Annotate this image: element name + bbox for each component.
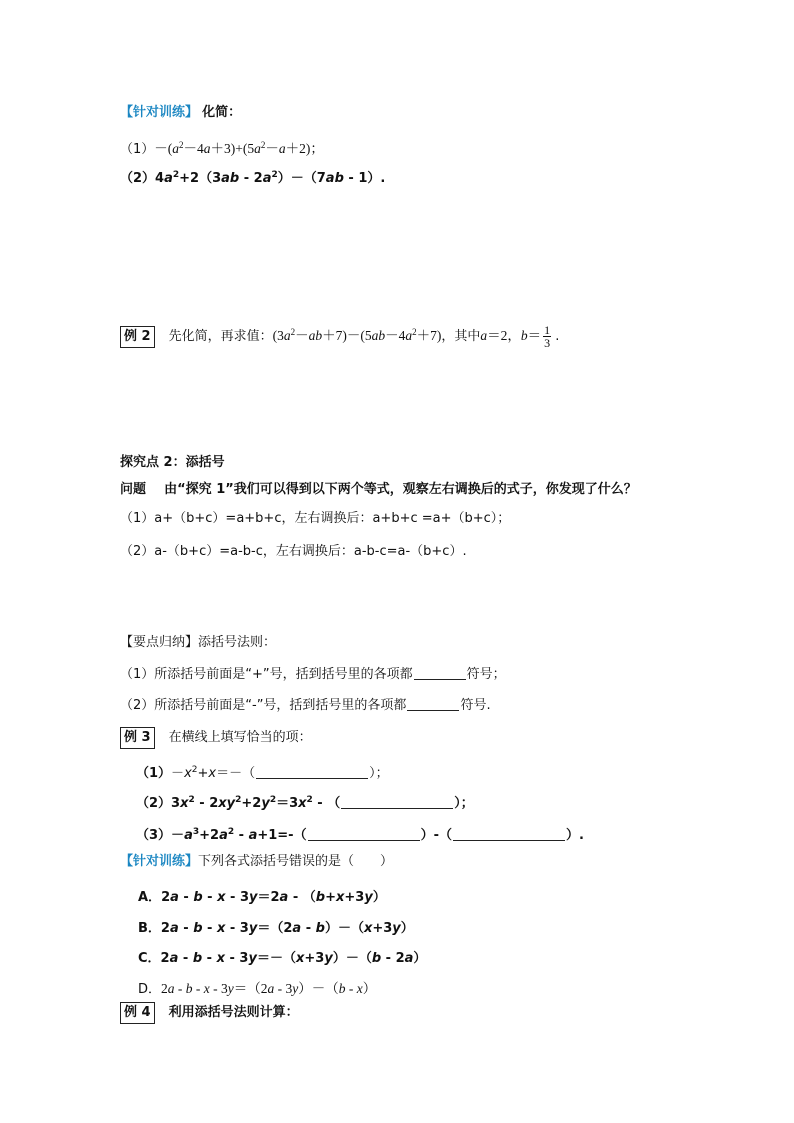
drill1-q1-num: （1）: [120, 142, 155, 157]
q2-blank[interactable]: [341, 796, 453, 809]
option-c-expr: 2a - b - x - 3y＝－（x+3y）－（b - 2a）: [160, 951, 427, 966]
option-b[interactable]: [138, 917, 414, 936]
drill1-title: 化简：: [202, 105, 242, 120]
example2-tag: 例 2: [120, 326, 155, 348]
summary-heading: 【要点归纳】添括号法则：: [120, 635, 277, 650]
drill2-tag: 【针对训练】: [120, 854, 199, 869]
explore-problem-text: 由“探究 1”我们可以得到以下两个等式，观察左右调换后的式子，你发现了什么？: [164, 482, 637, 497]
option-c[interactable]: [138, 947, 426, 966]
option-a-expr: 2a - b - x - 3y＝2a - （b+x+3y）: [161, 890, 386, 905]
drill1-q2-num: （2）: [120, 171, 156, 186]
explore-item2: （2）a-（b+c）=a-b-c，左右调换后：a-b-c=a-（b+c）.: [120, 544, 467, 559]
drill1-tag: 【针对训练】: [120, 105, 199, 120]
rule2-blank[interactable]: [407, 698, 459, 711]
example2-cond: ，其中: [441, 329, 481, 344]
explore-problem: [120, 481, 637, 499]
q3-blank-1[interactable]: [308, 828, 420, 841]
drill1-q1-expr: $-(a^2-4a+3)+(5a^2-a+2)$；: [154, 140, 324, 156]
example4: [120, 1002, 299, 1024]
example3-q1-expr: $-x^2+x=-$（ ）；: [171, 765, 389, 781]
summary-rule2-text: （2）所添括号前面是“-”号，括到括号里的各项都: [120, 698, 407, 713]
example3-q2: [136, 791, 474, 813]
summary-rule1-tail: 符号；: [466, 667, 506, 682]
example3: [120, 727, 312, 749]
drill1-q2: [120, 166, 385, 188]
drill2-text: 下列各式添括号错误的是（ ）: [198, 854, 394, 869]
summary-rule2: [120, 697, 491, 715]
example3-q3-num: （3）: [136, 828, 172, 843]
example3-q3: [136, 823, 584, 845]
example2: 例 2 先化简，再求值：$(3a^2-ab+7)-(5ab-4a^2+7)$，其中a＝2，b＝ $\frac{1}{3}$ .: [120, 318, 559, 351]
example3-text: 在横线上填写恰当的项：: [168, 730, 312, 745]
example3-q1: [136, 761, 389, 783]
option-a-label: A．: [138, 890, 162, 905]
option-b-expr: 2a - b - x - 3y＝（2a - b）－（x+3y）: [160, 921, 414, 936]
q1-blank[interactable]: [256, 766, 368, 779]
example3-q1-num: （1）: [136, 766, 172, 781]
option-b-label: B．: [138, 921, 161, 936]
q3-blank-2[interactable]: [453, 828, 565, 841]
drill2-header: [120, 853, 393, 871]
option-a[interactable]: [138, 886, 386, 905]
summary-rule1-text: （1）所添括号前面是“+”号，括到括号里的各项都: [120, 667, 413, 682]
summary-rule1: [120, 666, 506, 684]
example2-values: a＝2，b＝: [480, 328, 542, 343]
example2-text: 先化简，再求值：: [168, 329, 273, 344]
explore-heading: 探究点 2：添括号: [120, 455, 225, 470]
example2-fraction: $\frac{1}{3}$: [544, 323, 551, 350]
rule1-blank[interactable]: [414, 667, 466, 680]
example3-q2-num: （2）: [136, 796, 172, 811]
example4-tag: 例 4: [120, 1002, 155, 1024]
drill1-q2-expr: $4a^2+2(3ab - 2a^2)-(7ab - 1)$.: [155, 170, 386, 186]
explore-problem-tag: 问题: [120, 482, 147, 497]
option-d-label: D．: [138, 982, 162, 997]
example4-text: 利用添括号法则计算：: [168, 1005, 299, 1020]
example3-tag: 例 3: [120, 727, 155, 749]
drill1-q1: [120, 136, 324, 159]
summary-rule2-tail: 符号.: [460, 698, 491, 713]
example3-q3-expr: $-a^3+2a^2 - a+1=-$（ ）-（ ）.: [171, 827, 584, 843]
option-d[interactable]: [138, 977, 376, 997]
option-d-expr: 2a - b - x - 3y＝（2a - 3y）－（b - x）: [161, 981, 377, 996]
example2-expr: $(3a^2-ab+7)-(5ab-4a^2+7)$: [272, 327, 442, 343]
example3-q2-expr: $3x^2 - 2xy^2+2y^2=3x^2$ - （ ）；: [171, 795, 474, 811]
drill1-header: [120, 104, 241, 122]
explore-item1: （1）a+（b+c）=a+b+c，左右调换后：a+b+c =a+（b+c）；: [120, 511, 511, 526]
option-c-label: C．: [138, 951, 161, 966]
